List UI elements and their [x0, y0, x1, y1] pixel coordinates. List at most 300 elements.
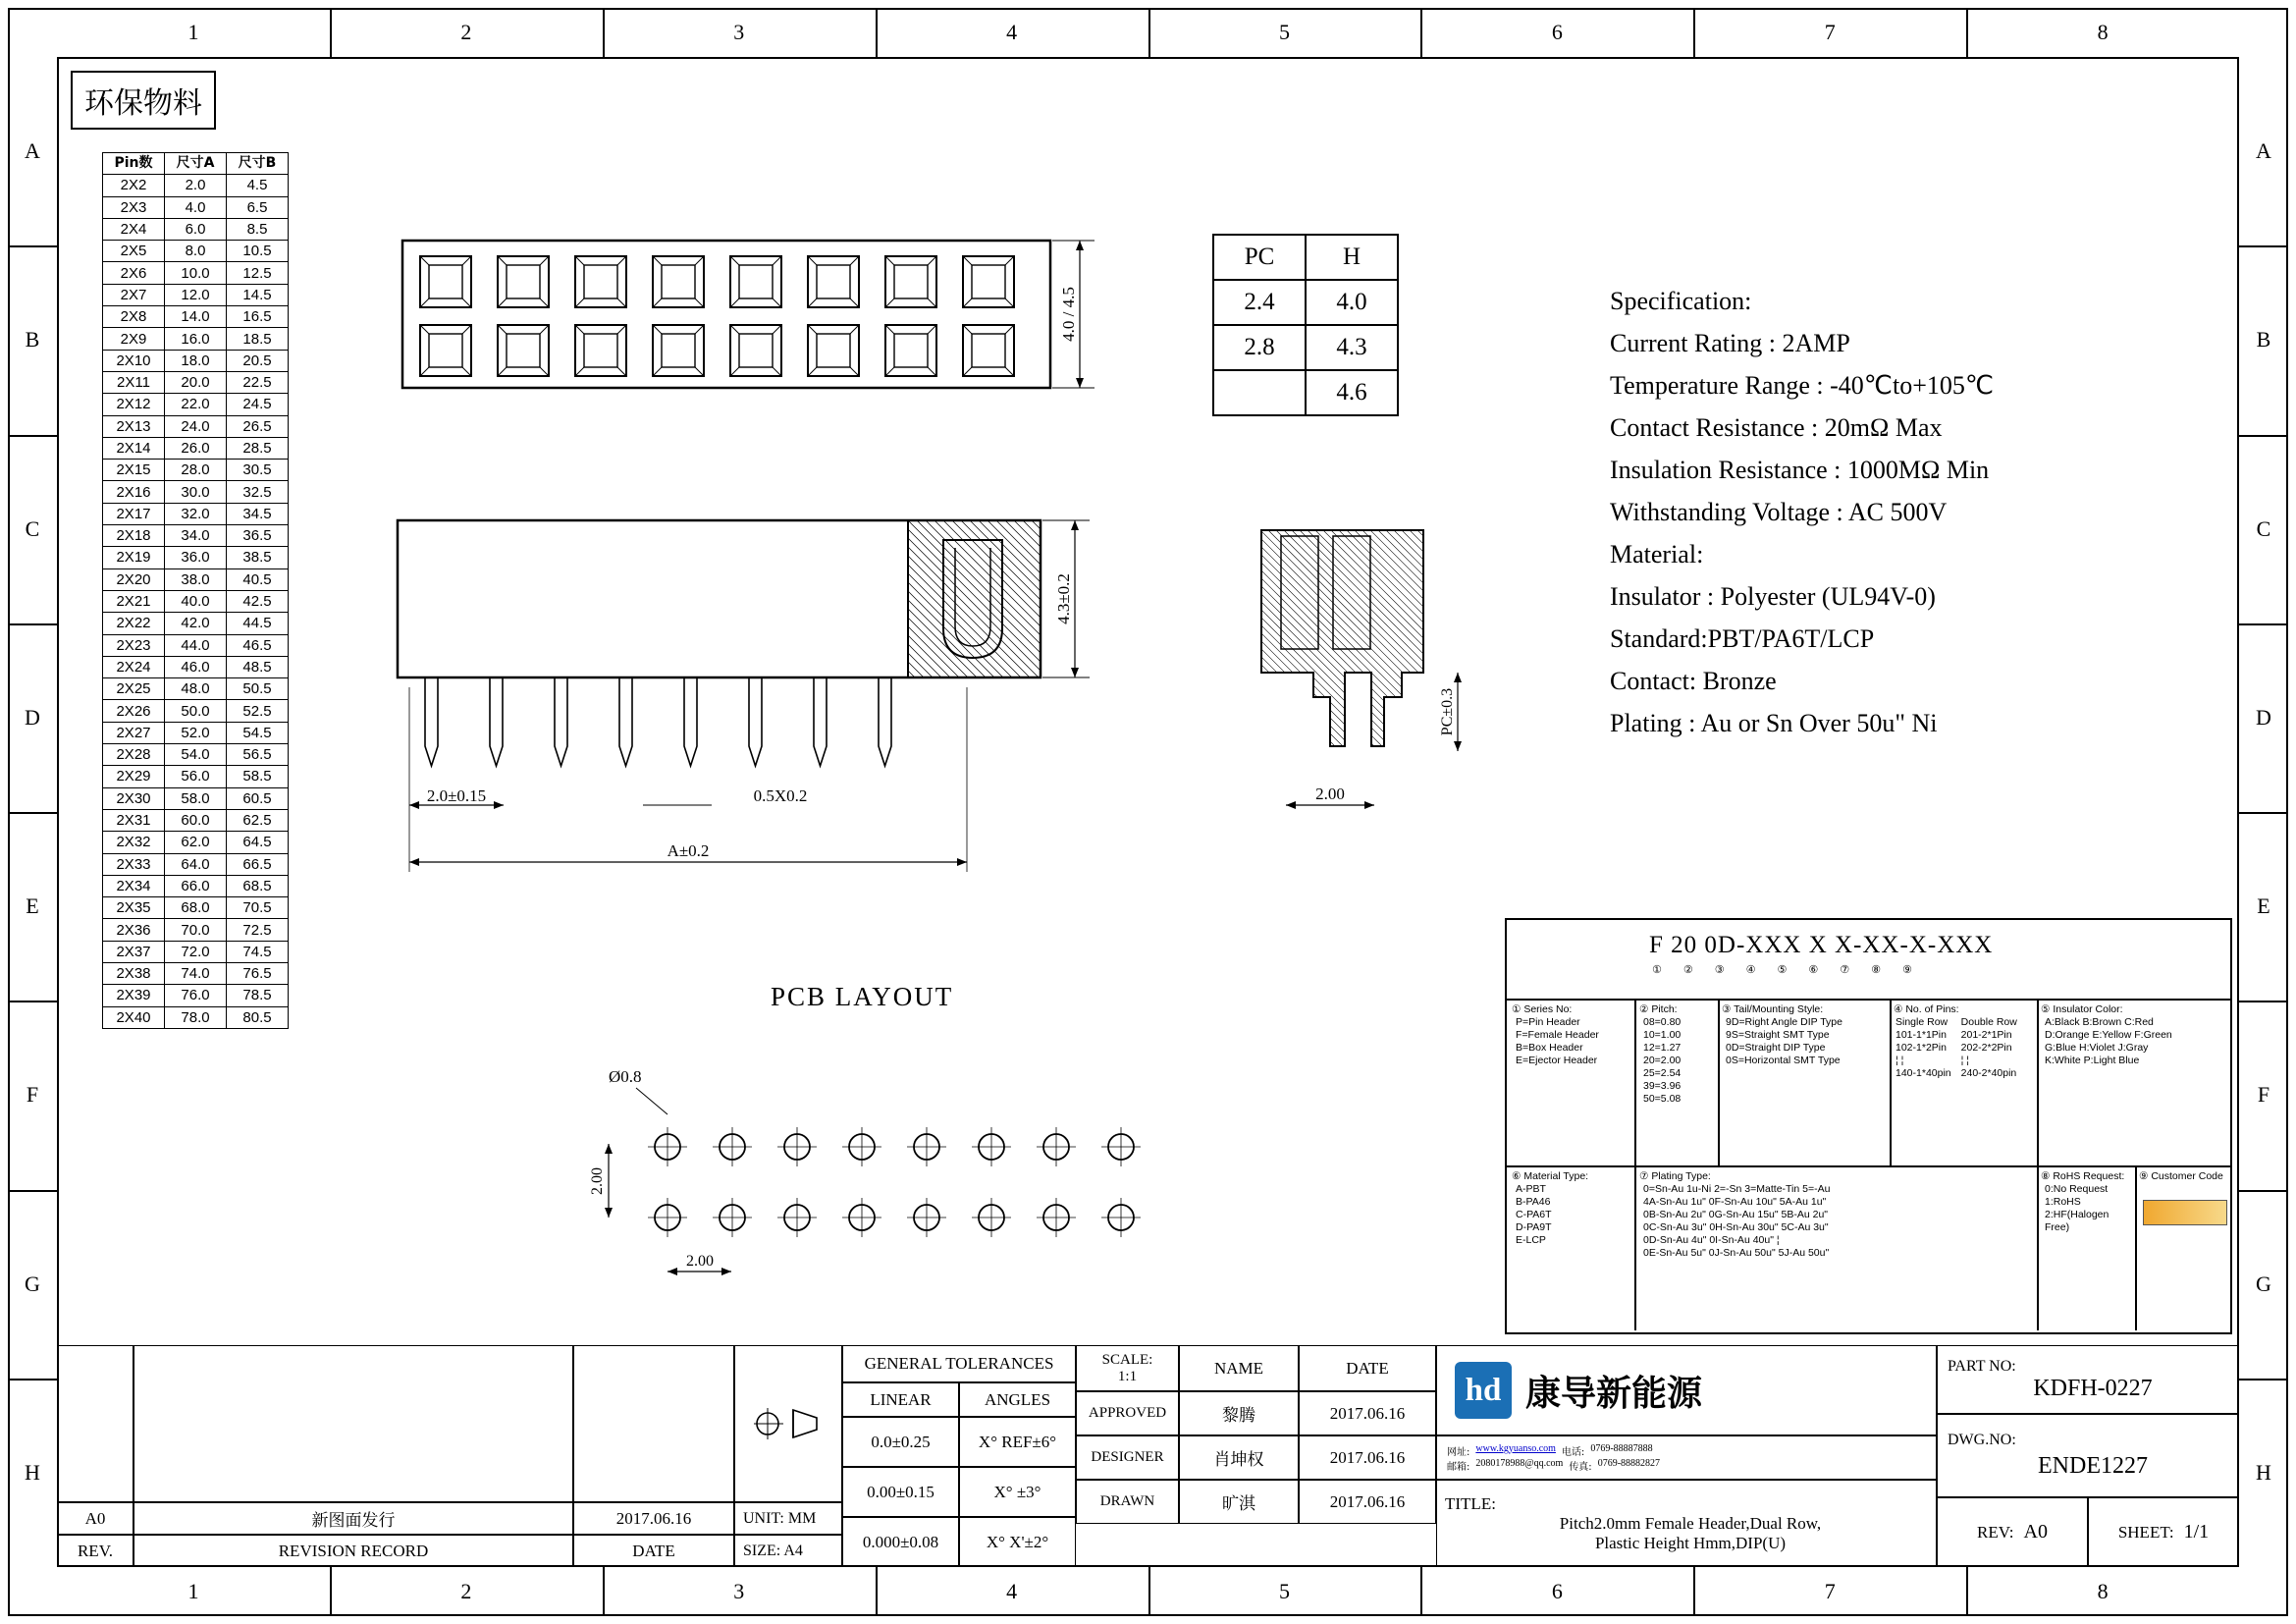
pin-cell-18-1: 38.0 [165, 568, 227, 590]
pin [490, 677, 503, 766]
circled-index-4: ④ [1745, 963, 1756, 976]
company-contact-cell [1436, 1435, 1937, 1480]
zone-col-3: 3 [733, 1579, 745, 1603]
circled-index-5: ⑤ [1777, 963, 1788, 976]
revision-desc-header [133, 1345, 573, 1502]
table-row [103, 787, 289, 809]
pin-cell-14-2: 32.5 [227, 481, 289, 503]
table-row [103, 394, 289, 415]
table-row [1213, 325, 1398, 370]
zone-row-C: C [2256, 515, 2271, 541]
table-row [103, 875, 289, 896]
rev-field-value: A0 [2023, 1521, 2048, 1543]
legend-mounting [1722, 1003, 1889, 1067]
part-number-legend-box [1505, 918, 2232, 1334]
customer-code-chip [2143, 1200, 2227, 1225]
pin-cell-21-0: 2X23 [103, 634, 165, 656]
pin-cell-31-2: 66.5 [227, 853, 289, 875]
pin-cell-17-2: 38.5 [227, 547, 289, 568]
company-logo-cell [1436, 1345, 1937, 1435]
legend-item-1: 101-1*1Pin [1896, 1029, 1947, 1041]
zone-row-A: A [25, 138, 40, 164]
pin-table-header-2: 尺寸B [227, 153, 289, 175]
zone-row-E: E [26, 893, 39, 919]
dwg-no-label: DWG.NO: [1948, 1432, 2016, 1448]
pin [749, 677, 762, 766]
pin-cell-21-2: 46.5 [227, 634, 289, 656]
pin-cell-32-0: 2X34 [103, 875, 165, 896]
fax-value: 0769-88882827 [1597, 1457, 1661, 1469]
mail-label: 邮箱: [1447, 1461, 1470, 1473]
part-number-circled-indices [1652, 963, 1934, 976]
tel-value: 0769-88887888 [1590, 1442, 1653, 1454]
tol-angle-1: X° REF±6° [959, 1417, 1076, 1467]
legend-item-2: G:Blue H:Violet J:Gray [2045, 1042, 2149, 1054]
table-row [103, 328, 289, 350]
zone-col-8: 8 [2097, 20, 2109, 44]
legend-item-0: A-PBT [1516, 1183, 1546, 1195]
pin-cell-13-1: 28.0 [165, 460, 227, 481]
side-section-view [388, 511, 1163, 923]
table-row [103, 744, 289, 766]
pin-cell-6-0: 2X8 [103, 306, 165, 328]
legend-item-1: 1:RoHS [2045, 1196, 2081, 1208]
pin-cell-11-2: 26.5 [227, 415, 289, 437]
spec-line-6: Insulator : Polyester (UL94V-0) [1610, 582, 1936, 611]
pin-cell-16-0: 2X18 [103, 525, 165, 547]
scale-label: SCALE: [1101, 1351, 1153, 1368]
company-name: 康导新能源 [1525, 1373, 1703, 1414]
svg-text:2.00: 2.00 [589, 1167, 606, 1195]
pin-cell-19-2: 42.5 [227, 590, 289, 612]
name-header: NAME [1179, 1345, 1299, 1391]
pin-cell-10-2: 24.5 [227, 394, 289, 415]
circled-index-9: ⑨ [1902, 963, 1912, 976]
svg-text:2.00: 2.00 [686, 1253, 714, 1270]
pin-cell-38-0: 2X40 [103, 1006, 165, 1028]
pin-cell-15-2: 34.5 [227, 503, 289, 524]
pin-cell-20-1: 42.0 [165, 613, 227, 634]
zone-col-7: 7 [1824, 20, 1836, 44]
zone-col-2: 2 [460, 20, 472, 44]
pin-cell-10-0: 2X12 [103, 394, 165, 415]
legend-item-2: 2:HF(Halogen Free) [2045, 1209, 2109, 1233]
zone-col-1: 1 [187, 1579, 199, 1603]
table-row [103, 415, 289, 437]
table-row [103, 568, 289, 590]
pin-cell-6-1: 14.0 [165, 306, 227, 328]
pcb-layout-drawing [510, 1041, 1198, 1326]
legend-item-1: D:Orange E:Yellow F:Green [2045, 1029, 2172, 1041]
legend-title: ① Series No: [1512, 1003, 1573, 1015]
zone-col-6: 6 [1551, 20, 1563, 44]
table-row [103, 306, 289, 328]
tol-linear-2: 0.00±0.15 [842, 1467, 959, 1517]
mail-value: 2080178988@qq.com [1475, 1457, 1564, 1469]
approved-date: 2017.06.16 [1299, 1391, 1436, 1435]
pin-cell-2-1: 6.0 [165, 218, 227, 240]
pin-cell-9-1: 20.0 [165, 371, 227, 393]
dwg-no-value: ENDE1227 [2038, 1453, 2148, 1479]
rev-field-label: REV: [1977, 1522, 2014, 1542]
pin-cell-3-1: 8.0 [165, 241, 227, 262]
designer-date: 2017.06.16 [1299, 1435, 1436, 1480]
zone-col-4: 4 [1006, 1579, 1018, 1603]
legend-item-4: 25=2.54 [1643, 1067, 1682, 1079]
rev-field-cell [1937, 1497, 2088, 1567]
table-row [103, 919, 289, 941]
spec-line-1: Temperature Range : -40℃to+105℃ [1610, 371, 1995, 400]
legend-title: ⑦ Plating Type: [1639, 1170, 1711, 1182]
table-row [103, 678, 289, 700]
pin-cell-9-0: 2X11 [103, 371, 165, 393]
legend-item-2: 102-1*2Pin [1896, 1042, 1947, 1054]
pin-cell-38-2: 80.5 [227, 1006, 289, 1028]
pin-cell-15-1: 32.0 [165, 503, 227, 524]
pin-cell-0-0: 2X2 [103, 175, 165, 196]
table-row [103, 371, 289, 393]
table-row [103, 262, 289, 284]
svg-text:Ø0.8: Ø0.8 [609, 1067, 642, 1086]
pin-cell-35-1: 72.0 [165, 941, 227, 962]
pin-cell-1-1: 4.0 [165, 196, 227, 218]
pc-header-0: PC [1213, 235, 1306, 280]
pin-cell-19-0: 2X21 [103, 590, 165, 612]
pin-cell-5-2: 14.5 [227, 284, 289, 305]
pin-cell-14-0: 2X16 [103, 481, 165, 503]
legend-item-1: 4A-Sn-Au 1u" 0F-Sn-Au 10u" 5A-Au 1u" [1643, 1196, 1827, 1208]
pin-cell-36-2: 76.5 [227, 962, 289, 984]
pin-cell-13-0: 2X15 [103, 460, 165, 481]
pin-cell-8-1: 18.0 [165, 350, 227, 371]
pin-cell-38-1: 78.0 [165, 1006, 227, 1028]
legend-pins [1894, 1003, 2035, 1080]
pin-table-header-0: Pin数 [103, 153, 165, 175]
pin-cell-35-0: 2X37 [103, 941, 165, 962]
pin-cell-25-1: 52.0 [165, 722, 227, 743]
part-no-value: KDFH-0227 [2033, 1375, 2153, 1401]
pin-cell-5-0: 2X7 [103, 284, 165, 305]
legend-item-4: 0D-Sn-Au 4u" 0I-Sn-Au 40u" ¦ [1643, 1234, 1780, 1246]
pin-cell-2-2: 8.5 [227, 218, 289, 240]
legend-rohs [2041, 1170, 2135, 1234]
table-row [103, 196, 289, 218]
title-block [57, 1345, 2239, 1567]
legend-item-0: P=Pin Header [1516, 1016, 1580, 1028]
legend-item-2: B=Box Header [1516, 1042, 1583, 1054]
pin-cell-0-2: 4.5 [227, 175, 289, 196]
table-row [103, 722, 289, 743]
pin-cell-16-2: 36.5 [227, 525, 289, 547]
pin-cell-17-1: 36.0 [165, 547, 227, 568]
pin-cell-10-1: 22.0 [165, 394, 227, 415]
pin-cell-30-2: 64.5 [227, 832, 289, 853]
circled-index-1: ① [1652, 963, 1662, 976]
pin-cell-2-0: 2X4 [103, 218, 165, 240]
part-no-label: PART NO: [1948, 1357, 2016, 1375]
pin-cell-23-2: 50.5 [227, 678, 289, 700]
table-row [103, 503, 289, 524]
pin [684, 677, 697, 766]
pin-cell-19-1: 40.0 [165, 590, 227, 612]
pin-cell-3-0: 2X5 [103, 241, 165, 262]
pin [425, 677, 438, 766]
fax-label: 传真: [1569, 1461, 1592, 1473]
zone-col-7: 7 [1824, 1579, 1836, 1603]
circled-index-6: ⑥ [1808, 963, 1819, 976]
spec-line-7: Standard:PBT/PA6T/LCP [1610, 624, 1875, 653]
pin-cell-34-2: 72.5 [227, 919, 289, 941]
legend-item-4: E-LCP [1516, 1234, 1546, 1246]
zone-row-D: D [25, 704, 40, 730]
legend-item-4: 240-2*40pin [1960, 1067, 2017, 1079]
pin-cell-29-0: 2X31 [103, 809, 165, 831]
tol-angle-2: X° ±3° [959, 1467, 1076, 1517]
size-cell: SIZE: A4 [734, 1535, 842, 1567]
pin-cell-26-1: 54.0 [165, 744, 227, 766]
legend-series [1512, 1003, 1633, 1067]
legend-item-1: B-PA46 [1516, 1196, 1551, 1208]
pc-height-table [1212, 234, 1399, 416]
scale-value: 1:1 [1117, 1368, 1138, 1384]
pin-cell-16-1: 34.0 [165, 525, 227, 547]
zone-col-6: 6 [1551, 1579, 1563, 1603]
hd-logo-text: hd [1465, 1372, 1502, 1408]
zone-row-G: G [2256, 1271, 2271, 1296]
table-row [103, 941, 289, 962]
pin-cell-6-2: 16.5 [227, 306, 289, 328]
rev-label-cell: REV. [57, 1535, 133, 1567]
zone-row-H: H [2256, 1459, 2271, 1485]
pin-cell-17-0: 2X19 [103, 547, 165, 568]
pin-cell-0-1: 2.0 [165, 175, 227, 196]
date-header: DATE [1299, 1345, 1436, 1391]
pin-cell-20-2: 44.5 [227, 613, 289, 634]
tol-angle-3: X° X'±2° [959, 1517, 1076, 1567]
legend-title: ⑤ Insulator Color: [2041, 1003, 2123, 1015]
pin-cell-22-2: 48.5 [227, 656, 289, 677]
pin-cell-32-2: 68.5 [227, 875, 289, 896]
legend-item-0: Single Row [1896, 1016, 1949, 1028]
legend-item-2: 0D=Straight DIP Type [1726, 1042, 1826, 1054]
pin-cell-18-0: 2X20 [103, 568, 165, 590]
pin-cell-29-1: 60.0 [165, 809, 227, 831]
pin-cell-23-1: 48.0 [165, 678, 227, 700]
approved-label: APPROVED [1076, 1391, 1179, 1435]
designer-label: DESIGNER [1076, 1435, 1179, 1480]
legend-item-0: 0:No Request [2045, 1183, 2109, 1195]
pin [814, 677, 827, 766]
legend-plating [1639, 1170, 2036, 1260]
symbol-cell [734, 1345, 842, 1502]
legend-item-2: C-PA6T [1516, 1209, 1552, 1220]
pcb-layout-title: PCB LAYOUT [771, 982, 954, 1011]
table-row [103, 241, 289, 262]
svg-text:4.3±0.2: 4.3±0.2 [1054, 573, 1073, 624]
spec-line-5: Material: [1610, 540, 1704, 568]
zone-row-H: H [25, 1459, 40, 1485]
dwg-no-cell [1937, 1414, 2239, 1497]
title-line-2: Plastic Height Hmm,DIP(U) [1594, 1533, 1787, 1552]
pin-cell-11-0: 2X13 [103, 415, 165, 437]
legend-item-5: 39=3.96 [1643, 1080, 1682, 1092]
tel-label: 电话: [1561, 1446, 1585, 1458]
scale-cell [1076, 1345, 1179, 1391]
pin-cell-24-2: 52.5 [227, 700, 289, 722]
legend-item-1: 9S=Straight SMT Type [1726, 1029, 1830, 1041]
pin-cell-22-0: 2X24 [103, 656, 165, 677]
tol-linear-3: 0.000±0.08 [842, 1517, 959, 1567]
pin-cell-18-2: 40.5 [227, 568, 289, 590]
pin-cell-26-0: 2X28 [103, 744, 165, 766]
pin-cell-31-1: 64.0 [165, 853, 227, 875]
pin-cell-7-1: 16.0 [165, 328, 227, 350]
pin-cell-30-1: 62.0 [165, 832, 227, 853]
environmental-material-label: 环保物料 [71, 71, 216, 130]
pin [555, 677, 567, 766]
pin-cell-12-0: 2X14 [103, 437, 165, 459]
svg-text:4.0 / 4.5: 4.0 / 4.5 [1059, 287, 1078, 342]
zone-col-5: 5 [1278, 20, 1290, 44]
pin-cell-11-1: 24.0 [165, 415, 227, 437]
cross-section-view [1227, 511, 1522, 884]
zone-row-E: E [2257, 893, 2270, 919]
pin-cell-33-0: 2X35 [103, 897, 165, 919]
table-row [103, 832, 289, 853]
pc-cell-2-1: 4.6 [1306, 370, 1398, 415]
designer-name: 肖坤权 [1179, 1435, 1299, 1480]
legend-item-0: 08=0.80 [1643, 1016, 1682, 1028]
sheet-value: 1/1 [2183, 1521, 2210, 1543]
pin-cell-4-0: 2X6 [103, 262, 165, 284]
legend-customer-code [2139, 1170, 2229, 1183]
circled-index-7: ⑦ [1840, 963, 1850, 976]
linear-header: LINEAR [842, 1382, 959, 1417]
legend-item-0: Double Row [1960, 1016, 2017, 1028]
legend-insulator-color [2041, 1003, 2229, 1067]
legend-item-3: ¦ ¦ [1896, 1055, 1904, 1066]
legend-item-3: 0S=Horizontal SMT Type [1726, 1055, 1841, 1066]
pin-cell-37-0: 2X39 [103, 985, 165, 1006]
part-no-cell [1937, 1345, 2239, 1414]
pin-cell-37-1: 76.0 [165, 985, 227, 1006]
zone-col-2: 2 [460, 1579, 472, 1603]
pin-cell-36-0: 2X38 [103, 962, 165, 984]
zone-col-5: 5 [1278, 1579, 1290, 1603]
pin-cell-1-2: 6.5 [227, 196, 289, 218]
table-row [1213, 280, 1398, 325]
pc-header-1: H [1306, 235, 1398, 280]
legend-item-1: 201-2*1Pin [1960, 1029, 2012, 1041]
table-row [103, 634, 289, 656]
pin-cell-37-2: 78.5 [227, 985, 289, 1006]
legend-item-0: 9D=Right Angle DIP Type [1726, 1016, 1842, 1028]
table-row [103, 284, 289, 305]
zone-row-B: B [25, 327, 40, 352]
legend-item-2: 202-2*2Pin [1960, 1042, 2012, 1054]
svg-text:A±0.2: A±0.2 [667, 841, 710, 860]
pin-cell-28-0: 2X30 [103, 787, 165, 809]
date-label-cell: DATE [573, 1535, 734, 1567]
table-row [103, 218, 289, 240]
table-row [103, 962, 289, 984]
title-text-cell [1436, 1480, 1937, 1567]
pc-cell-1-0: 2.8 [1213, 325, 1306, 370]
table-row [103, 700, 289, 722]
pc-cell-1-1: 4.3 [1306, 325, 1398, 370]
title-line-1: Pitch2.0mm Female Header,Dual Row, [1559, 1513, 1822, 1533]
pin-cell-15-0: 2X17 [103, 503, 165, 524]
pin-cell-26-2: 56.5 [227, 744, 289, 766]
sheet-cell [2088, 1497, 2239, 1567]
table-row [103, 175, 289, 196]
pin-cell-28-2: 60.5 [227, 787, 289, 809]
web-value: www.kgyuanso.com [1475, 1442, 1556, 1454]
pin-cell-20-0: 2X22 [103, 613, 165, 634]
legend-item-0: 0=Sn-Au 1u-Ni 2=-Sn 3=Matte-Tin 5=-Au [1643, 1183, 1831, 1195]
spec-line-8: Contact: Bronze [1610, 667, 1777, 695]
pin-cell-28-1: 58.0 [165, 787, 227, 809]
pin-cell-35-2: 74.5 [227, 941, 289, 962]
title-label: TITLE: [1445, 1493, 1496, 1513]
pin-cell-9-2: 22.5 [227, 371, 289, 393]
table-row [103, 481, 289, 503]
legend-item-2: 0B-Sn-Au 2u" 0G-Sn-Au 15u" 5B-Au 2u" [1643, 1209, 1829, 1220]
legend-item-6: 50=5.08 [1643, 1093, 1682, 1105]
legend-item-1: F=Female Header [1516, 1029, 1599, 1041]
pin-cell-12-2: 28.5 [227, 437, 289, 459]
legend-title: ③ Tail/Mounting Style: [1722, 1003, 1824, 1015]
pin-cell-27-2: 58.5 [227, 766, 289, 787]
pin-dimension-table [102, 152, 289, 1029]
circled-index-2: ② [1682, 963, 1693, 976]
pin-cell-7-2: 18.5 [227, 328, 289, 350]
sheet-label: SHEET: [2117, 1522, 2174, 1542]
pin-cell-24-1: 50.0 [165, 700, 227, 722]
revision-date-header [573, 1345, 734, 1502]
legend-pitch [1639, 1003, 1716, 1106]
legend-item-0: A:Black B:Brown C:Red [2045, 1016, 2154, 1028]
table-row [103, 656, 289, 677]
svg-text:2.00: 2.00 [1315, 785, 1345, 803]
pin-cell-21-1: 44.0 [165, 634, 227, 656]
rev-header [57, 1345, 133, 1502]
tol-linear-1: 0.0±0.25 [842, 1417, 959, 1467]
table-row [103, 853, 289, 875]
unit-cell: UNIT: MM [734, 1502, 842, 1535]
legend-title: ④ No. of Pins: [1894, 1003, 1959, 1015]
spec-line-2: Contact Resistance : 20mΩ Max [1610, 413, 1943, 442]
web-label: 网址: [1447, 1446, 1470, 1458]
pin-cell-3-2: 10.5 [227, 241, 289, 262]
spec-line-4: Withstanding Voltage : AC 500V [1610, 498, 1948, 526]
pin-cell-22-1: 46.0 [165, 656, 227, 677]
legend-item-5: 0E-Sn-Au 5u" 0J-Sn-Au 50u" 5J-Au 50u" [1643, 1247, 1830, 1259]
svg-text:PC±0.3: PC±0.3 [1439, 687, 1456, 736]
zone-col-8: 8 [2097, 1579, 2109, 1603]
table-row [103, 897, 289, 919]
svg-text:0.5X0.2: 0.5X0.2 [753, 786, 808, 805]
spec-line-9: Plating : Au or Sn Over 50u" Ni [1610, 709, 1938, 737]
hd-logo-icon [1455, 1362, 1512, 1419]
table-row [103, 590, 289, 612]
pin-cell-27-0: 2X29 [103, 766, 165, 787]
pin-cell-8-0: 2X10 [103, 350, 165, 371]
zone-col-4: 4 [1006, 20, 1018, 44]
zone-row-A: A [2256, 138, 2271, 164]
table-row [103, 437, 289, 459]
pin-cell-27-1: 56.0 [165, 766, 227, 787]
